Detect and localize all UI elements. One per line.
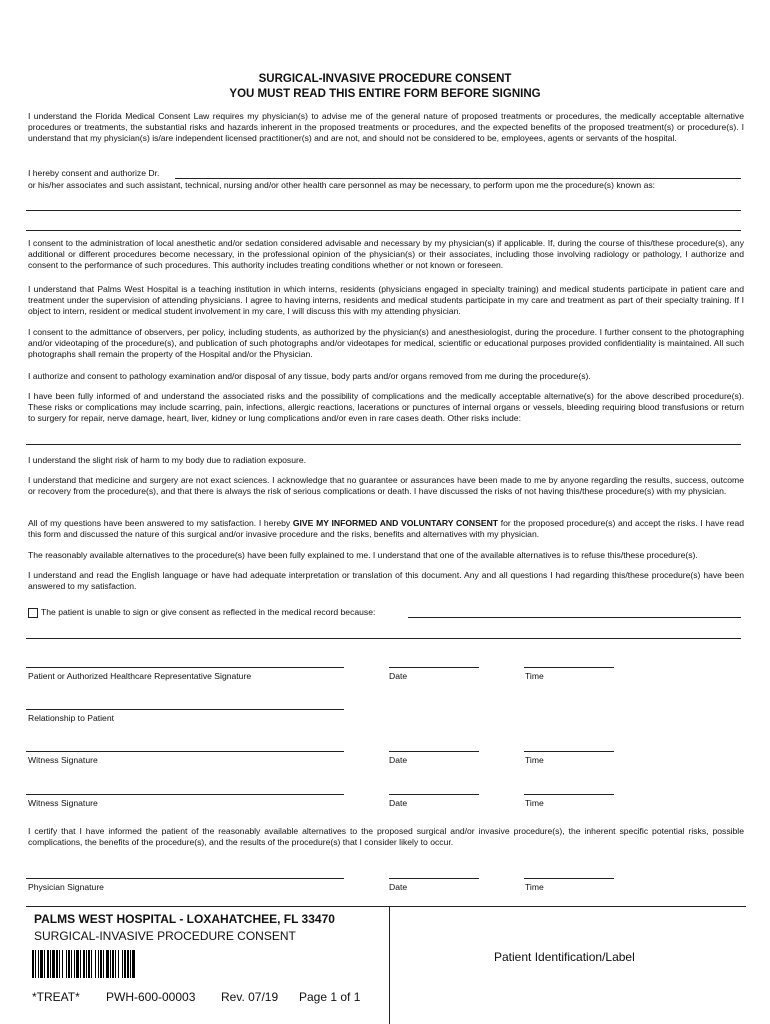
procedure-field-line-2[interactable] — [26, 230, 741, 231]
informed-consent-paragraph — [28, 518, 744, 540]
patient-date-line[interactable] — [389, 667, 479, 668]
other-risks-field[interactable] — [26, 444, 741, 445]
radiation-paragraph: I understand the slight risk of harm to my body due to radiation exposure. — [28, 455, 307, 465]
english-language-paragraph: I understand and read the English language or have had adequate interpretation or translation of this document. Any and all questions I had regarding this/these procedure(s) have been answered to my satisfaction. — [28, 570, 744, 592]
footer-top-rule — [26, 906, 746, 907]
witness2-time-label: Time — [525, 798, 544, 808]
witness1-date-label: Date — [389, 755, 408, 765]
informed-consent-text-c: for the proposed procedure(s) and accept the risks. I have read this form and discussed the nature of this surgical and/or invasive procedure and the risks, benefits and alternatives with my physician. — [28, 518, 744, 540]
procedure-field-line-1[interactable] — [26, 210, 741, 211]
patient-date-label: Date — [389, 671, 408, 681]
witness1-signature-line[interactable] — [26, 751, 344, 752]
informed-consent-emphasis: GIVE MY INFORMED AND VOLUNTARY CONSENT — [292, 518, 499, 528]
unable-reason-field-1[interactable] — [408, 617, 741, 618]
medical-consent-law-paragraph: I understand the Florida Medical Consent Law requires my physician(s) to advise me of the general nature of proposed treatments or procedures, the medically acceptable alternative procedures or treatments, the substantial risks and hazards inherent in the proposed treatments or procedures, and the expected benefits of the proposed treatment(s) or procedure(s). I understand that my physician(s) is/are independent licensed practitioner(s) and are not, and should not be considered to be, employees, agents or servants of the hospital. — [28, 111, 744, 144]
relationship-label: Relationship to Patient — [28, 713, 114, 723]
witness2-time-line[interactable] — [524, 794, 614, 795]
anesthesia-consent-paragraph: I consent to the administration of local anesthetic and/or sedation considered advisable and necessary by my physician(s) if applicable. If, during the course of this/these procedure(s), any additional or different procedures become necessary, in the professional opinion of the physician(s) or their associates, including those involving radiology or pathology, I authorize and consent to the performance of such procedures. This authority includes treating conditions whether or not known or foreseen. — [28, 238, 744, 271]
witness2-date-line[interactable] — [389, 794, 479, 795]
barcode — [32, 950, 198, 978]
form-revision: Rev. 07/19 — [221, 990, 279, 1004]
page-number: Page 1 of 1 — [299, 990, 361, 1004]
risks-paragraph: I have been fully informed of and understand the associated risks and the possibility of complications and the medically acceptable alternative(s) for the above described procedure(s). These risks or complications may include scarring, pain, infections, allergic reactions, lacerations or punctures of internal organs or vessels, bleeding requiring blood transfusions or return to surgery for repair, nerve damage, heart, liver, kidney or lung complications and/or even in rare cases death. Other risks include: — [28, 391, 744, 424]
witness2-signature-label: Witness Signature — [28, 798, 98, 808]
doctor-name-field[interactable] — [175, 178, 741, 179]
witness1-time-label: Time — [525, 755, 544, 765]
informed-consent-text-a: All of my questions have been answered to my satisfaction. I hereby — [28, 518, 293, 528]
witness2-signature-line[interactable] — [26, 794, 344, 795]
alternatives-paragraph: The reasonably available alternatives to the procedure(s) have been fully explained to me. I understand that one of the available alternatives is to refuse this/these procedure(s). — [28, 550, 698, 560]
patient-time-label: Time — [525, 671, 544, 681]
physician-time-label: Time — [525, 882, 544, 892]
unable-to-sign-checkbox[interactable] — [28, 608, 38, 618]
physician-signature-label: Physician Signature — [28, 882, 104, 892]
form-title: SURGICAL-INVASIVE PROCEDURE CONSENT — [258, 73, 512, 85]
relationship-line[interactable] — [26, 709, 344, 710]
physician-signature-line[interactable] — [26, 878, 344, 879]
patient-label-area: Patient Identification/Label — [494, 950, 635, 964]
footer-divider — [389, 906, 390, 1024]
unable-reason-field-2[interactable] — [26, 638, 741, 639]
physician-date-label: Date — [389, 882, 408, 892]
footer-form-name: SURGICAL-INVASIVE PROCEDURE CONSENT — [34, 929, 296, 943]
authorize-label: I hereby consent and authorize Dr. — [28, 168, 160, 178]
authorize-continuation: or his/her associates and such assistant, technical, nursing and/or other health care personnel as may be necessary, to perform upon me the procedure(s) known as: — [28, 180, 656, 190]
patient-time-line[interactable] — [524, 667, 614, 668]
unable-to-sign-label: The patient is unable to sign or give consent as reflected in the medical record because: — [41, 607, 376, 617]
patient-signature-label: Patient or Authorized Healthcare Representative Signature — [28, 671, 252, 681]
form-footer — [26, 906, 746, 1024]
observers-photography-paragraph: I consent to the admittance of observers, per policy, including students, as authorized by the physician(s) and anesthesiologist, during the procedure. I further consent to the photographing and/or videotaping of the procedure(s), and publication of such photographs and/or videotapes for medical, scientific or educational purposes provided confidentiality is maintained. All such photographs shall remain the property of the Hospital and/or the Physician. — [28, 327, 744, 360]
witness1-date-line[interactable] — [389, 751, 479, 752]
no-guarantee-paragraph: I understand that medicine and surgery are not exact sciences. I acknowledge that no guarantee or assurances have been made to me by anyone regarding the results, success, outcome or recovery from the procedure(s), and that there is always the risk of serious complications or death. I have discussed the risks of not having this/these procedure(s) with my physician. — [28, 475, 744, 497]
pathology-paragraph: I authorize and consent to pathology examination and/or disposal of any tissue, body parts and/or organs removed from me during the procedure(s). — [28, 371, 591, 381]
witness1-time-line[interactable] — [524, 751, 614, 752]
form-number: PWH-600-00003 — [106, 990, 196, 1004]
form-code: *TREAT* — [32, 990, 80, 1004]
witness2-date-label: Date — [389, 798, 408, 808]
teaching-institution-paragraph: I understand that Palms West Hospital is a teaching institution in which interns, residents (physicians engaged in specialty training) and medical students participate in patient care and treatment under the supervision of attending physicians. I agree to having interns, residents and medical students participate in my care and treatment as part of their specialty training. If I object to intern, resident or medical student involvement in my care, I will discuss this with my attending physician. — [28, 284, 744, 317]
physician-time-line[interactable] — [524, 878, 614, 879]
patient-signature-line[interactable] — [26, 667, 344, 668]
hospital-name: PALMS WEST HOSPITAL - LOXAHATCHEE, FL 33470 — [34, 912, 335, 926]
form-subtitle: YOU MUST READ THIS ENTIRE FORM BEFORE SIGNING — [229, 88, 541, 100]
physician-date-line[interactable] — [389, 878, 479, 879]
witness1-signature-label: Witness Signature — [28, 755, 98, 765]
physician-certification-paragraph: I certify that I have informed the patient of the reasonably available alternatives to the proposed surgical and/or invasive procedure(s), the inherent specific potential risks, possible complications, the benefits of the procedure(s), and the results of the procedure(s) that I consider likely to occur. — [28, 826, 744, 848]
